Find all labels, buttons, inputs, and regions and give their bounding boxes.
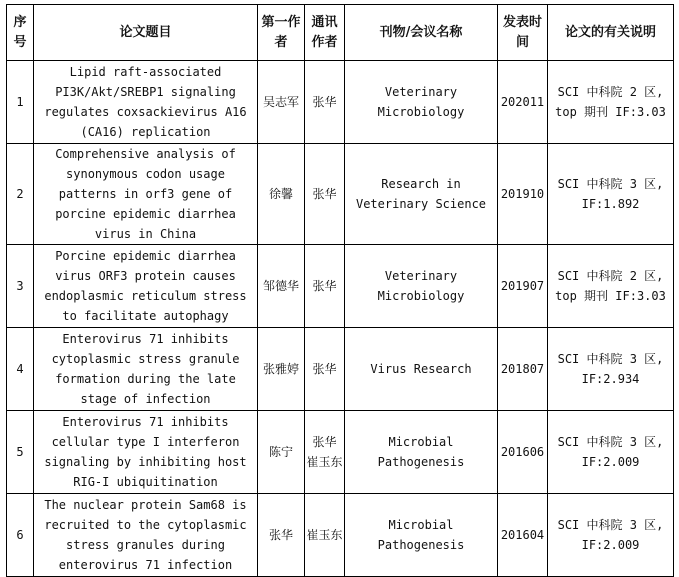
paper-note: SCI 中科院 3 区, IF:2.934 [548,328,674,411]
row-index: 4 [7,328,34,411]
row-index: 5 [7,411,34,494]
first-author: 吴志军 [258,61,305,144]
corresponding-author-name: 张华 [312,435,337,449]
header-row [7,5,674,61]
first-author: 张华 [258,494,305,577]
table-row [7,494,674,577]
paper-note: SCI 中科院 3 区, IF:2.009 [548,411,674,494]
paper-title: Enterovirus 71 inhibits cytoplasmic stress granule formation during the late stage of infection [34,328,258,411]
journal-name: Microbial Pathogenesis [345,494,498,577]
header-journal: 刊物/会议名称 [345,5,498,61]
corresponding-author [305,61,345,144]
corresponding-author-name: 崔玉东 [306,528,343,542]
table-header [7,5,674,61]
paper-note: SCI 中科院 3 区, IF:1.892 [548,144,674,245]
publish-date: 201907 [498,245,548,328]
header-date: 发表时间 [498,5,548,61]
publish-date: 201604 [498,494,548,577]
corresponding-author [305,494,345,577]
row-index: 6 [7,494,34,577]
paper-note: SCI 中科院 2 区, top 期刊 IF:3.03 [548,245,674,328]
header-title: 论文题目 [34,5,258,61]
first-author: 徐馨 [258,144,305,245]
publish-date: 201910 [498,144,548,245]
row-index: 1 [7,61,34,144]
journal-name: Microbial Pathogenesis [345,411,498,494]
header-note: 论文的有关说明 [548,5,674,61]
journal-name: Veterinary Microbiology [345,61,498,144]
header-index: 序号 [7,5,34,61]
paper-title: Porcine epidemic diarrhea virus ORF3 protein causes endoplasmic reticulum stress to facilitate autophagy [34,245,258,328]
row-index: 2 [7,144,34,245]
journal-name: Research in Veterinary Science [345,144,498,245]
paper-note: SCI 中科院 3 区, IF:2.009 [548,494,674,577]
corresponding-author-name: 崔玉东 [306,455,343,469]
row-index: 3 [7,245,34,328]
table-row [7,411,674,494]
publish-date: 201606 [498,411,548,494]
corresponding-author-name: 张华 [312,95,337,109]
table-row [7,61,674,144]
table-row [7,245,674,328]
table-row [7,328,674,411]
paper-note: SCI 中科院 2 区, top 期刊 IF:3.03 [548,61,674,144]
paper-title: Comprehensive analysis of synonymous codon usage patterns in orf3 gene of porcine epidemic diarrhea virus in China [34,144,258,245]
corresponding-author [305,245,345,328]
first-author: 邹德华 [258,245,305,328]
publish-date: 201807 [498,328,548,411]
corresponding-author [305,328,345,411]
first-author: 陈宁 [258,411,305,494]
corresponding-author-name: 张华 [312,362,337,376]
journal-name: Veterinary Microbiology [345,245,498,328]
journal-name: Virus Research [345,328,498,411]
publish-date: 202011 [498,61,548,144]
header-corresponding-author: 通讯作者 [305,5,345,61]
table-row [7,144,674,245]
corresponding-author-name: 张华 [312,187,337,201]
header-first-author: 第一作者 [258,5,305,61]
first-author: 张雅婷 [258,328,305,411]
publication-table [6,4,674,577]
corresponding-author-name: 张华 [312,279,337,293]
corresponding-author [305,144,345,245]
paper-title: The nuclear protein Sam68 is recruited to the cytoplasmic stress granules during enterovirus 71 infection [34,494,258,577]
paper-title: Lipid raft-associated PI3K/Akt/SREBP1 signaling regulates coxsackievirus A16 (CA16) replication [34,61,258,144]
table-body [7,61,674,577]
corresponding-author [305,411,345,494]
paper-title: Enterovirus 71 inhibits cellular type I interferon signaling by inhibiting host RIG-I ubiquitination [34,411,258,494]
